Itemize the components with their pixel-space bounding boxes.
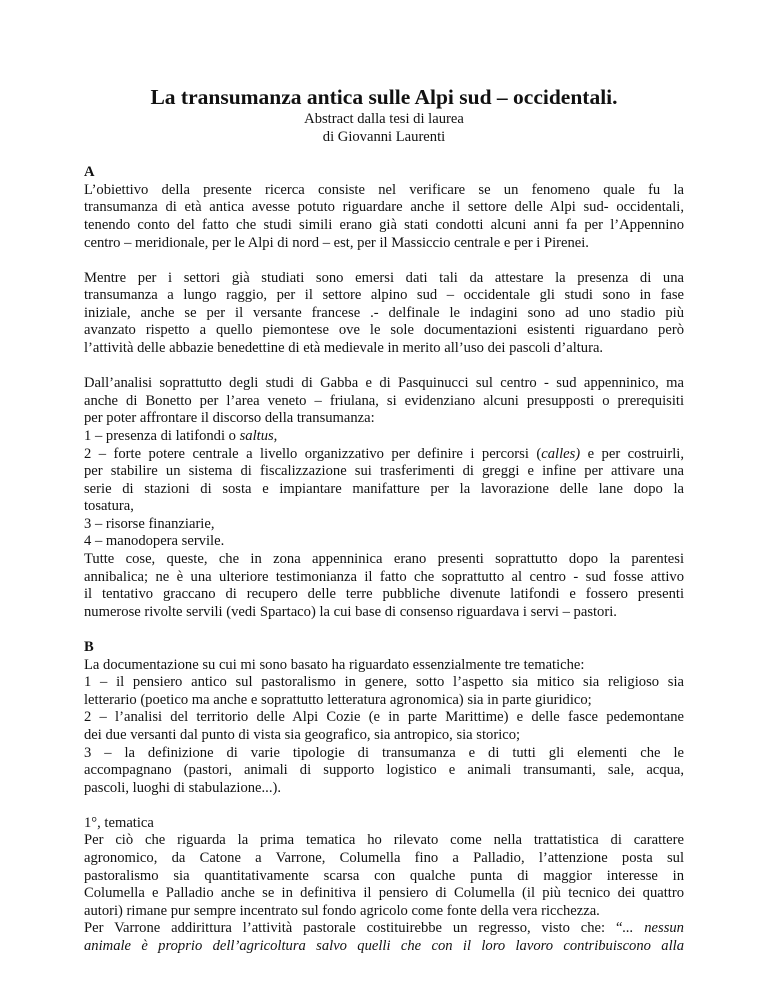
section-b-paragraph bbox=[84, 657, 684, 798]
text-line: Tutte cose, queste, che in zona appenninica erano presenti soprattutto dopo la parentesi bbox=[84, 551, 684, 568]
section-a-paragraph-3 bbox=[84, 375, 684, 621]
text-line: pastoralismo sia quantitativamente scarsa con qualche punta di maggior interesse in bbox=[84, 867, 684, 884]
text-line: anche di Bonetto per l’area veneto – friulana, si evidenziano alcuni presupposti o prerequisiti bbox=[84, 392, 684, 409]
text-line: agronomico, da Catone a Varrone, Columella fino a Palladio, l’attenzione posta sul bbox=[84, 849, 684, 866]
text-line: pascoli, luoghi di stabulazione...). bbox=[84, 779, 281, 796]
text-line: l’attività delle abbazie benedettine di età medievale in merito all’uso dei pascoli d’altura. bbox=[84, 340, 604, 357]
text-line: accompagnano (pastori, animali di supporto logistico e animali transumanti, sale, acqua, bbox=[84, 762, 684, 779]
list-item-3: 3 – risorse finanziarie, bbox=[84, 515, 215, 532]
document-author: di Giovanni Laurenti bbox=[322, 128, 446, 145]
text-line: autori) rimane pur sempre incentrato sul fondo agricolo come fonte della vera ricchezza. bbox=[84, 902, 600, 919]
text-line: serie di stazioni di sosta e impiantare manifatture per la lavorazione delle lane dopo la bbox=[84, 480, 684, 497]
text-line: centro – meridionale, per le Alpi di nord – est, per il Massiccio centrale e per i Pirenei. bbox=[84, 234, 589, 251]
list-item-2-suffix: e per costruirli, bbox=[580, 445, 684, 462]
text-line: annibalica; ne è una ulteriore testimonianza il fatto che soprattutto al centro - sud fosse attivo bbox=[84, 568, 684, 585]
text-line: dei due versanti dal punto di vista sia geografico, sia antropico, sia storico; bbox=[84, 726, 521, 743]
list-item-4: 4 – manodopera servile. bbox=[84, 533, 225, 550]
section-a-letter: A bbox=[84, 164, 95, 181]
list-item-2-text: 2 – forte potere centrale a livello organizzativo per definire i percorsi ( bbox=[84, 445, 542, 462]
text-line: L’obiettivo della presente ricerca consiste nel verificare se un fenomeno quale fu la bbox=[84, 181, 684, 198]
list-item-1-italic: saltus, bbox=[239, 427, 278, 444]
text-line: transumanza di età antica avesse potuto riguardare anche il settore delle Alpi sud- occidentali, bbox=[84, 199, 684, 216]
list-item-2 bbox=[84, 446, 684, 464]
text-line: 2 – l’analisi del territorio delle Alpi Cozie (e in parte Marittime) e delle fasce pedemontane bbox=[84, 709, 684, 726]
list-item-2-italic: calles) bbox=[541, 445, 581, 462]
text-line: tenendo conto del fatto che studi simili erano già stati condotti alcuni anni fa per l’Appennino bbox=[84, 216, 684, 233]
text-line: letterario (poetico ma anche e soprattutto letteratura agronomica) sia in parte giuridico; bbox=[84, 691, 592, 708]
text-line: Dall’analisi soprattutto degli studi di Gabba e di Pasquinucci sul centro - sud appenninico, ma bbox=[84, 375, 684, 392]
text-line bbox=[84, 938, 684, 956]
section-1-paragraph bbox=[84, 832, 684, 955]
text-line: iniziale, anche se per il versante francese .- delfinale le indagini sono ad uno stadio più bbox=[84, 304, 684, 321]
text-line bbox=[84, 920, 684, 938]
text-line: il tentativo graccano di recupero delle terre pubbliche divenute latifondi e fossero presenti bbox=[84, 586, 684, 603]
text-line: 3 – la definizione di varie tipologie di transumanza e di tutti gli elementi che le bbox=[84, 744, 684, 761]
text-line: Per ciò che riguarda la prima tematica ho rilevato come nella trattatistica di carattere bbox=[84, 832, 684, 849]
text-line: Mentre per i settori già studiati sono emersi dati tali da attestare la presenza di una bbox=[84, 269, 684, 286]
section-a-paragraph-1 bbox=[84, 182, 684, 252]
document-title: La transumanza antica sulle Alpi sud – occidentali. bbox=[150, 85, 618, 109]
text-line: avanzato rispetto a quello piemontese ove le sole documentazioni esistenti riguardano però bbox=[84, 322, 684, 339]
text-line: numerose rivolte servili (vedi Spartaco) la cui base di consenso riguardava i servi – pastori. bbox=[84, 603, 617, 620]
text-line: per stabilire un sistema di fiscalizzazione sui trasferimenti di greggi e infine per attivare una bbox=[84, 463, 684, 480]
quote-continuation: animale è proprio dell’agricoltura salvo quelli che con il loro lavoro contribuiscono alla bbox=[84, 937, 684, 954]
text-line: 1 – il pensiero antico sul pastoralismo in genere, sotto l’aspetto sia mitico sia religioso sia bbox=[84, 674, 684, 691]
quote-intro: Per Varrone addirittura l’attività pastorale costituirebbe un regresso, visto che: “ bbox=[84, 920, 623, 937]
text-line: tosatura, bbox=[84, 498, 134, 515]
document-page bbox=[84, 84, 684, 956]
document-subtitle: Abstract dalla tesi di laurea bbox=[304, 111, 464, 127]
text-line: La documentazione su cui mi sono basato ha riguardato essenzialmente tre tematiche: bbox=[84, 656, 585, 673]
section-b-letter: B bbox=[84, 638, 94, 655]
text-line: Columella e Palladio anche se in definitiva il pensiero di Columella (il più tecnico dei quattro bbox=[84, 885, 684, 902]
section-a-paragraph-2 bbox=[84, 270, 684, 358]
list-item-1 bbox=[84, 428, 684, 446]
section-1-heading: 1°, tematica bbox=[84, 814, 154, 831]
text-line: per poter affrontare il discorso della transumanza: bbox=[84, 410, 375, 427]
text-line: transumanza a lungo raggio, per il settore alpino sud – occidentale gli studi sono in fase bbox=[84, 287, 684, 304]
quote-start: ... nessun bbox=[622, 920, 684, 937]
list-item-1-text: 1 – presenza di latifondi o bbox=[84, 427, 240, 444]
